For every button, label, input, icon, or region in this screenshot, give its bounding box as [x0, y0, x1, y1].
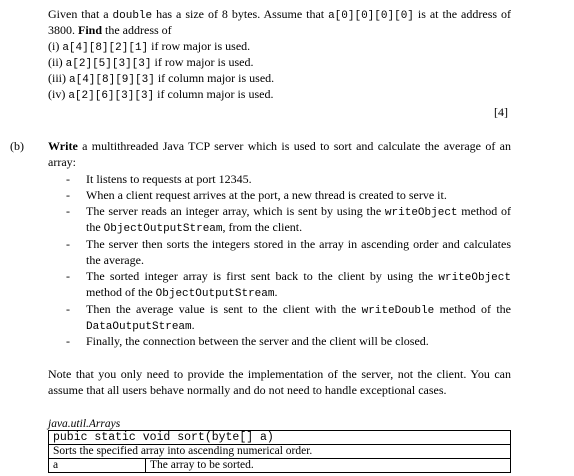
part-b-heading-2: array:	[48, 155, 76, 169]
bullet-7: Finally, the connection between the server and the client will be closed.	[86, 334, 429, 348]
bullet-5-line-1: The sorted integer array is first sent back to the client by using the writeObject	[86, 269, 511, 284]
api-signature: pubic static void sort(byte[] a)	[49, 431, 511, 445]
part-b-heading-1: Write a multithreaded Java TCP server which is used to sort and calculate the average of an	[48, 139, 511, 153]
marks-label: [4]	[494, 105, 508, 119]
note-line-2: assume that all users behave normally and do not need to handle exceptional cases.	[48, 383, 447, 397]
bullet-4-line-2: the average.	[86, 253, 144, 267]
bullet-dash: -	[66, 204, 70, 218]
bullet-3-line-1: The server reads an integer array, which is sent by using the writeObject method of	[86, 204, 512, 219]
bullet-2: When a client request arrives at the port, a new thread is created to serve it.	[86, 188, 447, 202]
bullet-dash: -	[66, 269, 70, 283]
item-i: (i) a[4][8][2][1] if row major is used.	[48, 39, 251, 54]
table-row	[49, 431, 511, 445]
bullet-3-line-2: the ObjectOutputStream, from the client.	[86, 220, 303, 235]
intro-line-1: Given that a double has a size of 8 bytes. Assume that a[0][0][0][0] is at the address of	[48, 7, 512, 22]
bullet-dash: -	[66, 302, 70, 316]
bullet-6-line-2: DataOutputStream.	[86, 318, 195, 333]
api-param-name: a	[49, 459, 146, 473]
table-row	[49, 445, 511, 459]
api-param-desc: The array to be sorted.	[146, 459, 511, 473]
bullet-4-line-1: The server then sorts the integers stored in the array in ascending order and calculates	[86, 237, 511, 251]
bullet-dash: -	[66, 237, 70, 251]
bullet-dash: -	[66, 188, 70, 202]
api-table	[48, 430, 511, 473]
bullet-dash: -	[66, 334, 70, 348]
bullet-6-line-1: Then the average value is sent to the client with the writeDouble method of the	[86, 302, 511, 317]
note-line-1: Note that you only need to provide the implementation of the server, not the client. You can	[48, 367, 511, 381]
bullet-dash: -	[66, 172, 70, 186]
intro-line-2: 3800. Find the address of	[48, 23, 172, 37]
part-b-label: (b)	[10, 139, 24, 153]
table-row	[49, 459, 511, 473]
item-iii: (iii) a[4][8][9][3] if column major is used.	[48, 71, 275, 86]
item-iv: (iv) a[2][6][3][3] if column major is used.	[48, 87, 274, 102]
bullet-1: It listens to requests at port 12345.	[86, 172, 252, 186]
item-ii: (ii) a[2][5][3][3] if row major is used.	[48, 55, 254, 70]
api-caption: java.util.Arrays	[48, 418, 121, 430]
api-description: Sorts the specified array into ascending numerical order.	[49, 445, 511, 459]
bullet-5-line-2: method of the ObjectOutputStream.	[86, 285, 278, 300]
